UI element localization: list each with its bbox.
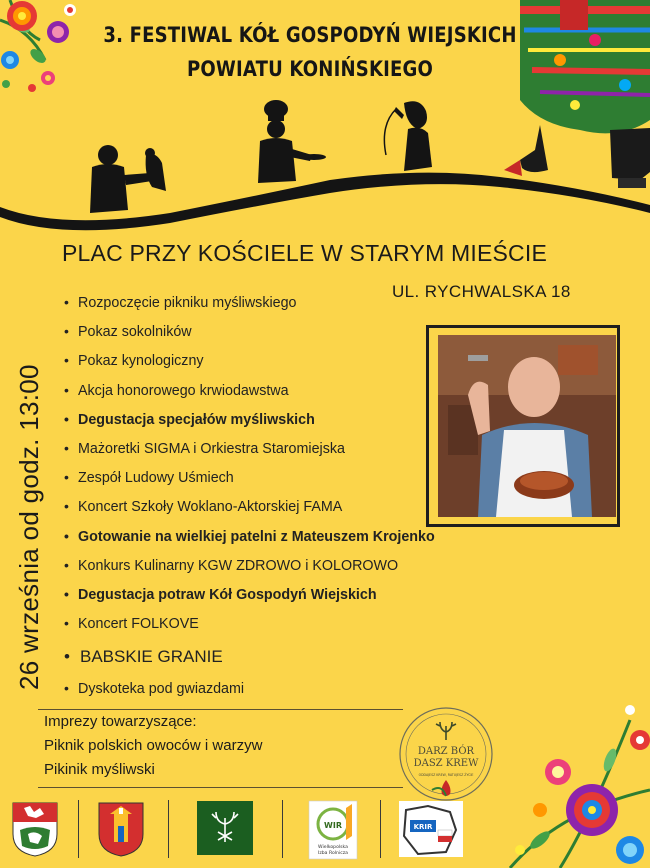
program-item: • Koncert FOLKOVE (64, 609, 524, 638)
floral-ornament-top-left (0, 0, 90, 95)
program-item: • Degustacja potraw Kół Gospodyń Wiejskich (64, 580, 524, 609)
wir-caption-1: Wielkopolska (318, 845, 348, 850)
chef-photo (438, 335, 616, 517)
wir-label: WIR (324, 821, 342, 830)
program-item: • Degustacja specjałów myśliwskich (64, 405, 524, 434)
krir-label: KRIR (413, 823, 433, 831)
side-events-heading: Imprezy towarzyszące: (44, 713, 197, 730)
program-item: • Koncert Szkoły Woklano-Aktorskiej FAMA (64, 492, 524, 521)
program-item: • Dyskoteka pod gwiazdami (64, 674, 524, 703)
program-item: • Rozpoczęcie pikniku myśliwskiego (64, 288, 524, 317)
program-item: • Pokaz sokolników (64, 317, 524, 346)
powiat-konin-crest (10, 800, 60, 858)
darz-bor-line2: DASZ KREW (413, 758, 479, 769)
side-event-2: Pikinik myśliwski (44, 761, 155, 778)
program-item: • Konkurs Kulinarny KGW ZDROWO i KOLOROWO (64, 551, 524, 580)
program-item: • Akcja honorowego krwiodawstwa (64, 376, 524, 405)
krir-logo (398, 800, 464, 858)
program-item: • Mażoretki SIGMA i Orkiestra Staromiejska (64, 434, 524, 463)
silhouette-hill (0, 95, 650, 235)
logo-separator (78, 800, 79, 858)
program-item: • Gotowanie na wielkiej patelni z Mateuszem Krojenko (64, 522, 524, 551)
darz-bor-line1: DARZ BÓR (417, 746, 475, 757)
program-item: • BABSKIE GRANIE (64, 638, 524, 674)
title-line-2: POWIATU KONIŃSKIEGO (186, 57, 434, 81)
side-events-bottom-rule (38, 787, 403, 788)
logo-separator (380, 800, 381, 858)
festival-title (95, 18, 525, 86)
logo-separator (282, 800, 283, 858)
wir-logo (308, 800, 358, 860)
wir-caption-2: Izba Rolnicza (318, 851, 348, 856)
side-event-1: Piknik polskich owoców i warzyw (44, 737, 263, 754)
program-item: • Pokaz kynologiczny (64, 346, 524, 375)
program-item: • Zespół Ludowy Uśmiech (64, 463, 524, 492)
hunting-club-logo (196, 800, 254, 856)
chef-photo-illustration (438, 335, 616, 517)
event-date: 26 września od godz. 13:00 (14, 364, 44, 690)
side-events (44, 709, 404, 788)
logo-separator (168, 800, 169, 858)
darz-bor-ring-text: ODDAJESZ KREW, RATUJESZ ŻYCIE (418, 773, 474, 777)
stare-miasto-crest (96, 800, 146, 858)
venue-name: PLAC PRZY KOŚCIELE W STARYM MIEŚCIE (62, 240, 548, 266)
venue-address: UL. RYCHWALSKA 18 (392, 282, 571, 301)
floral-ornament-bottom-right (480, 700, 650, 868)
title-line-1: 3. FESTIWAL KÓŁ GOSPODYŃ WIEJSKICH (103, 23, 517, 47)
